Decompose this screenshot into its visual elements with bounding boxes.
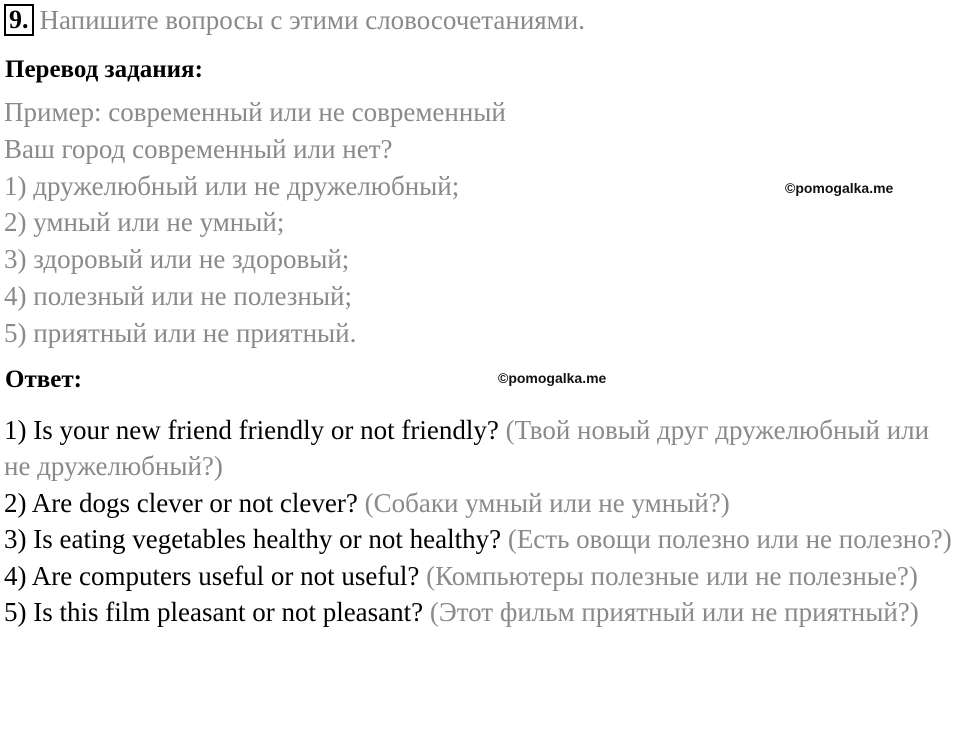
answer-item <box>4 412 960 485</box>
answer-english: 2) Are dogs clever or not clever? <box>4 487 358 518</box>
translation-line: Пример: современный или не современный <box>4 97 506 127</box>
answer-russian: (Твой новый друг дружелюбный или не дружелюбный?) <box>4 415 930 482</box>
answer-russian: (Есть овощи полезно или не полезно?) <box>507 524 952 555</box>
answer-item <box>4 521 960 557</box>
watermark: ©pomogalka.me <box>498 370 607 386</box>
answer-english: 5) Is this film pleasant or not pleasant? <box>4 597 424 628</box>
answer-english: 1) Is your new friend friendly or not friendly? <box>4 415 499 445</box>
translation-line: 1) дружелюбный или не дружелюбный; <box>4 170 460 201</box>
translation-line: Ваш город современный или нет? <box>4 133 393 164</box>
answer-russian: (Этот фильм приятный или не приятный?) <box>429 597 919 628</box>
task-instruction: Напишите вопросы с этими словосочетаниями. <box>39 4 585 35</box>
translation-list <box>4 94 506 352</box>
answer-item <box>4 594 960 630</box>
answer-item <box>4 485 960 521</box>
answer-english: 3) Is eating vegetables healthy or not healthy? <box>4 524 502 555</box>
translation-line: 2) умный или не умный; <box>4 207 285 238</box>
answer-russian: (Собаки умный или не умный?) <box>364 487 730 518</box>
translation-line: 3) здоровый или не здоровый; <box>4 244 350 275</box>
translation-line: 5) приятный или не приятный. <box>4 317 357 348</box>
answer-item <box>4 558 960 594</box>
task-header <box>4 2 585 38</box>
answer-list <box>4 412 960 630</box>
translation-heading: Перевод задания: <box>5 56 203 83</box>
answer-russian: (Компьютеры полезные или не полезные?) <box>426 560 918 591</box>
translation-line: 4) полезный или не полезный; <box>4 280 352 311</box>
answer-heading: Ответ: <box>5 366 82 393</box>
answer-english: 4) Are computers useful or not useful? <box>4 560 420 591</box>
watermark: ©pomogalka.me <box>785 180 894 196</box>
task-number-badge: 9. <box>4 4 34 36</box>
